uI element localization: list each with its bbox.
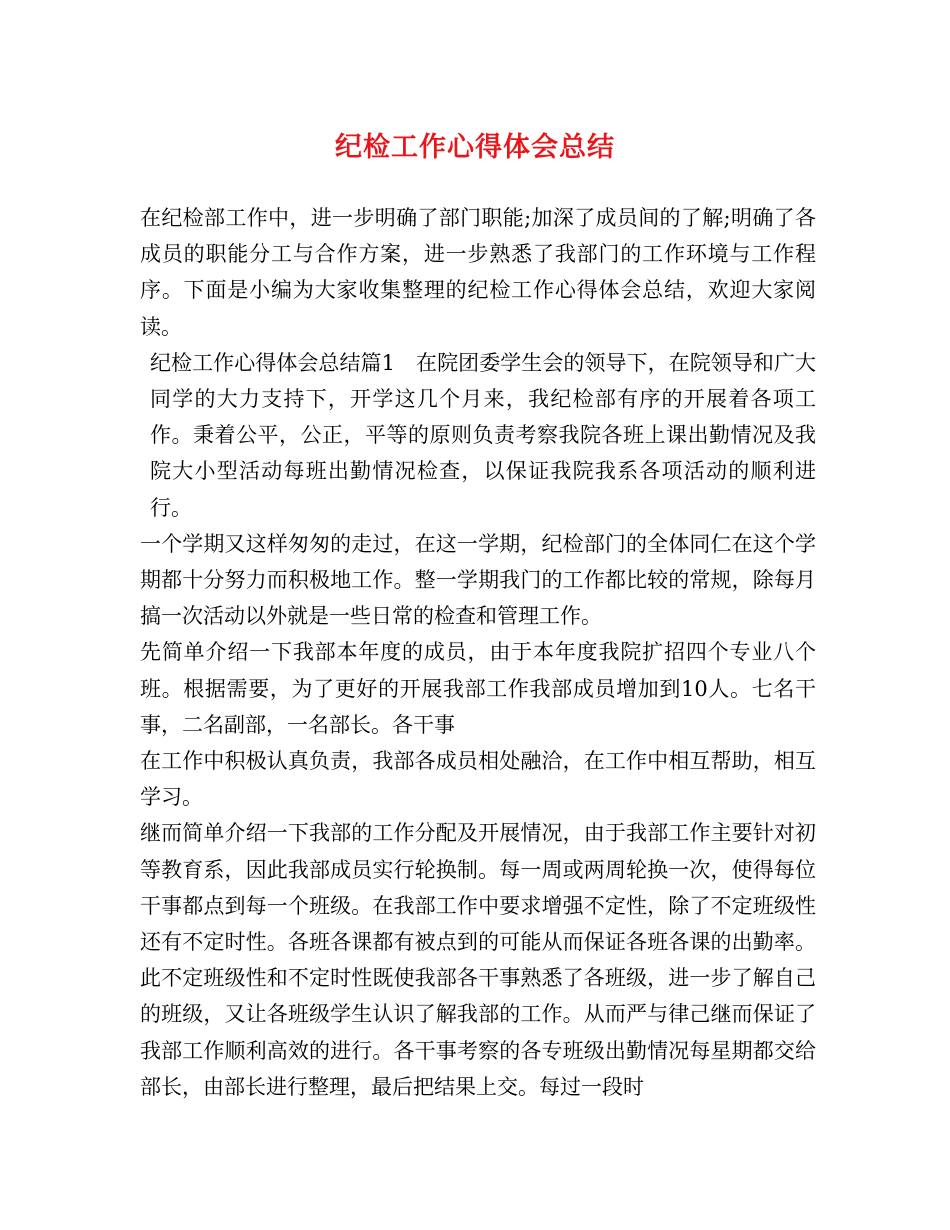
paragraph-members: 先简单介绍一下我部本年度的成员，由于本年度我院扩招四个专业八个班。根据需要，为了更好的开展我部工作我部成员增加到10人。七名干事，二名副部，一名部长。各干事 — [140, 640, 816, 737]
paragraph-intro: 在纪检部工作中，进一步明确了部门职能;加深了成员间的了解;明确了各成员的职能分工与合作方案，进一步熟悉了我部门的工作环境与工作程序。下面是小编为大家收集整理的纪检工作心得体会总结，欢迎大家阅读。 — [140, 206, 816, 339]
document-body — [140, 200, 816, 1105]
document-title: 纪检工作心得体会总结 — [335, 132, 615, 163]
paragraph-part-1: 纪检工作心得体会总结篇1 在院团委学生会的领导下，在院领导和广大同学的大力支持下，开学这几个月来，我纪检部有序的开展着各项工作。秉着公平，公正，平等的原则负责考察我院各班上课出勤情况及我院大小型活动每班出勤情况检查，以保证我院我系各项活动的顺利进行。 — [150, 350, 816, 520]
paragraph-cooperation: 在工作中积极认真负责，我部各成员相处融洽，在工作中相互帮助，相互学习。 — [140, 749, 816, 810]
paragraph-semester: 一个学期又这样匆匆的走过，在这一学期，纪检部门的全体同仁在这个学期都十分努力而积极地工作。整一学期我门的工作都比较的常规，除每月搞一次活动以外就是一些日常的检查和管理工作。 — [140, 531, 816, 629]
paragraph-work-allocation: 继而简单介绍一下我部的工作分配及开展情况，由于我部工作主要针对初等教育系，因此我部成员实行轮换制。每一周或两周轮换一次，使得每位干事都点到每一个班级。在我部工作中要求增强不定性，除了不定班级性还有不定时性。各班各课都有被点到的可能从而保证各班各课的出勤率。此不定班级性和不定时性既使我部各干事熟悉了各班级，进一步了解自己的班级，又让各班级学生认识了解我部的工作。从而严与律己继而保证了我部工作顺利高效的进行。各干事考察的各专班级出勤情况每星期都交给部长，由部长进行整理，最后把结果上交。每过一段时 — [140, 821, 816, 1099]
